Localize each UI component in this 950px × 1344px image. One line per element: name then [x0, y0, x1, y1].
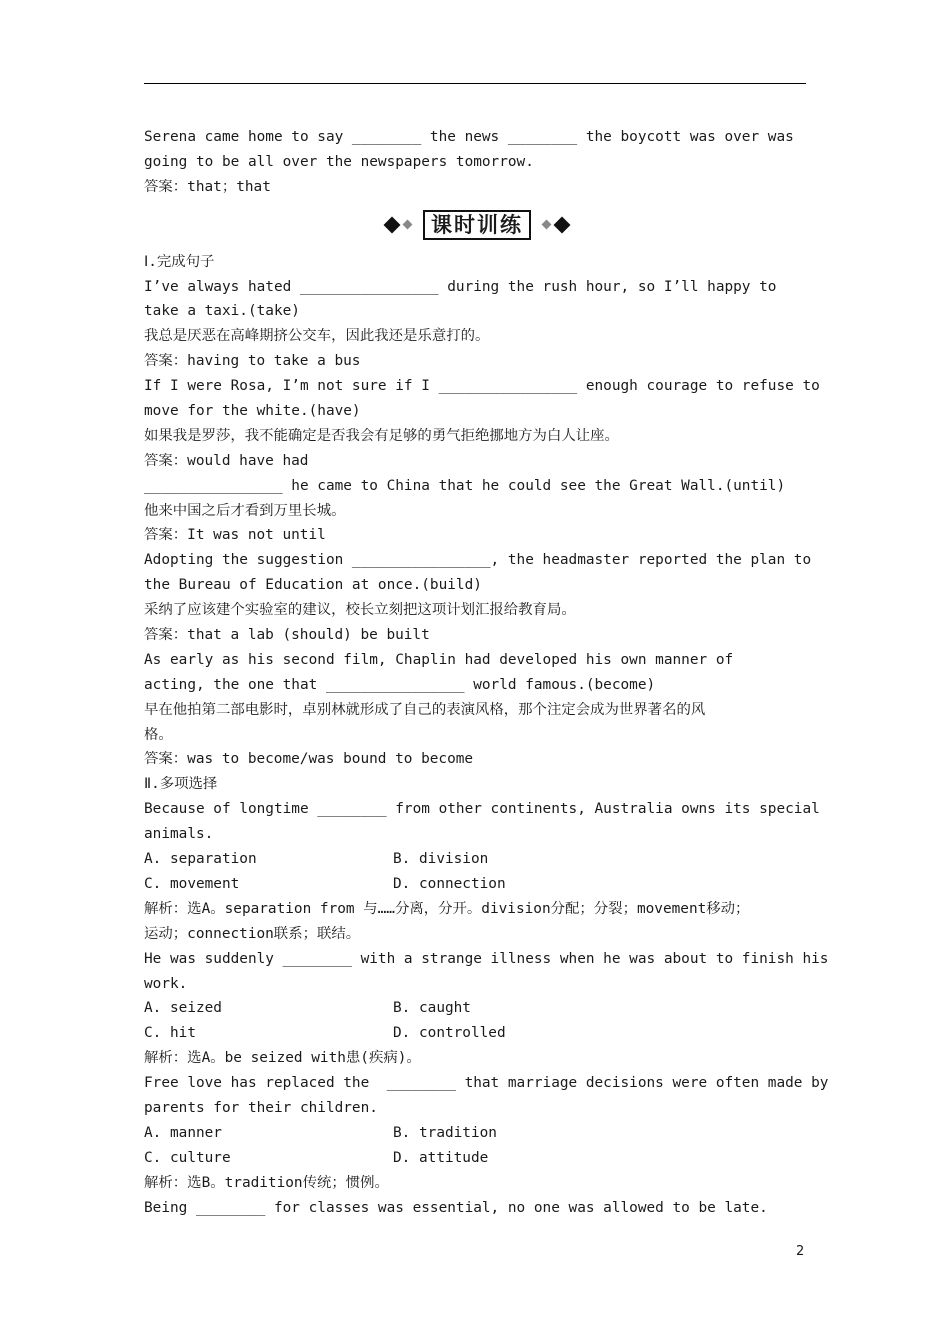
banner-title: 课时训练 [423, 210, 531, 240]
page-content [144, 125, 829, 1220]
section-2 [144, 772, 829, 1220]
question-stem: parents for their children. [144, 1099, 378, 1116]
diamond-icon [384, 216, 401, 233]
option-d: D. connection [393, 875, 506, 892]
options-row [144, 1146, 810, 1171]
intro-block [144, 125, 810, 200]
section-heading: Ⅰ.完成句子 [144, 253, 215, 270]
text-line: going to be all over the newspapers tomorrow. [144, 153, 534, 170]
question-block [144, 1071, 829, 1195]
options-row [144, 847, 810, 872]
text-line: As early as his second film, Chaplin had developed his own manner of [144, 651, 734, 668]
text-line: If I were Rosa, I’m not sure if I ________________ enough courage to refuse to [144, 378, 820, 395]
option-c: C. movement [144, 875, 240, 892]
section-1 [144, 250, 820, 773]
answer-line: 答案：It was not until [144, 527, 326, 544]
option-b: B. caught [393, 1000, 471, 1017]
text-line: I’ve always hated ________________ during the rush hour, so I’ll happy to [144, 278, 777, 295]
question-block [144, 797, 820, 946]
option-c: C. culture [144, 1149, 231, 1166]
answer-line: 答案：that a lab (should) be built [144, 627, 430, 644]
option-d: D. attitude [393, 1149, 489, 1166]
explanation-line: 解析：选A。separation from 与……分离，分开。division分配；分裂；movement移动； [144, 900, 750, 917]
answer-line: 答案：was to become/was bound to become [144, 751, 474, 768]
question-stem: Being ________ for classes was essential, no one was allowed to be late. [144, 1199, 768, 1216]
explanation-line: 解析：选B。tradition传统；惯例。 [144, 1174, 389, 1191]
options-row [144, 996, 810, 1021]
text-line: 我总是厌恶在高峰期挤公交车，因此我还是乐意打的。 [144, 328, 490, 345]
text-line: 格。 [144, 726, 173, 743]
question-stem: He was suddenly ________ with a strange illness when he was about to finish his [144, 950, 829, 967]
text-line: 早在他拍第二部电影时，卓别林就形成了自己的表演风格，那个注定会成为世界著名的风 [144, 701, 706, 718]
diamond-icon [554, 216, 571, 233]
question-block [144, 947, 829, 1071]
explanation-line: 解析：选A。be seized with患(疾病)。 [144, 1050, 421, 1067]
text-line: take a taxi.(take) [144, 303, 300, 320]
option-b: B. tradition [393, 1124, 497, 1141]
text-line: 如果我是罗莎，我不能确定是否我会有足够的勇气拒绝挪地方为白人让座。 [144, 427, 619, 444]
question-stem: work. [144, 975, 188, 992]
section-banner [144, 200, 810, 250]
text-line: 采纳了应该建个实验室的建议，校长立刻把这项计划汇报给教育局。 [144, 602, 576, 619]
option-a: A. manner [144, 1124, 222, 1141]
explanation-line: 运动；connection联系；联结。 [144, 925, 361, 942]
answer-line: 答案：having to take a bus [144, 353, 361, 370]
options-row [144, 1121, 810, 1146]
option-a: A. separation [144, 851, 257, 868]
text-line: ________________ he came to China that he could see the Great Wall.(until) [144, 477, 786, 494]
options-row [144, 1021, 810, 1046]
question-stem: animals. [144, 826, 214, 843]
text-line: 他来中国之后才看到万里长城。 [144, 502, 346, 519]
option-a: A. seized [144, 1000, 222, 1017]
text-line: Serena came home to say ________ the news ________ the boycott was over was [144, 129, 794, 145]
question-stem: Free love has replaced the ________ that marriage decisions were often made by [144, 1075, 829, 1092]
text-line: the Bureau of Education at once.(build) [144, 577, 482, 594]
options-row [144, 872, 810, 897]
text-line: acting, the one that ________________ world famous.(become) [144, 676, 656, 693]
diamond-icon [542, 220, 552, 230]
header-rule [144, 83, 806, 84]
answer-line: 答案：that；that [144, 178, 271, 195]
option-b: B. division [393, 851, 489, 868]
answer-line: 答案：would have had [144, 452, 309, 469]
question-stem: Because of longtime ________ from other continents, Australia owns its special [144, 801, 820, 818]
section-heading: Ⅱ.多项选择 [144, 776, 218, 793]
diamond-icon [403, 220, 413, 230]
text-line: Adopting the suggestion ________________, the headmaster reported the plan to [144, 552, 812, 569]
option-c: C. hit [144, 1025, 196, 1042]
option-d: D. controlled [393, 1025, 506, 1042]
text-line: move for the white.(have) [144, 403, 361, 420]
page-number: 2 [796, 1244, 805, 1259]
